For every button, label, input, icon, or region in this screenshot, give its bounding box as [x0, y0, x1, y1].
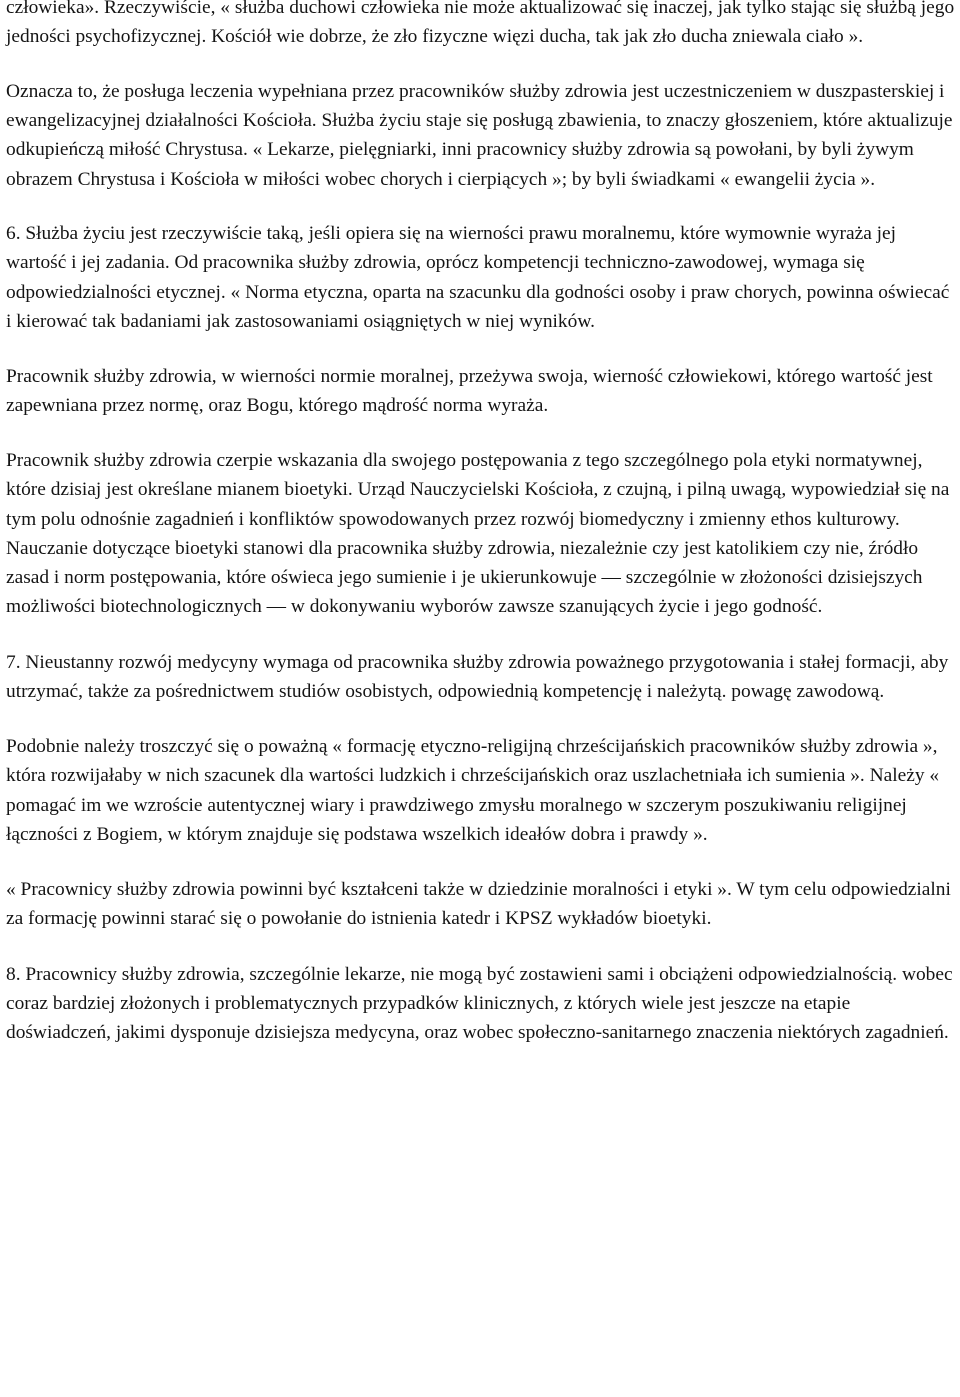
paragraph-intro-continuation: człowieka». Rzeczywiście, « służba duchowi człowieka nie może aktualizować się inaczej, jak tylko stając się służbą jego jedności psychofizycznej. Kościół wie dobrze, że zło fizyczne więzi ducha, tak jak zło ducha zniewala ciało ».	[6, 0, 955, 48]
paragraph-section-7: 7. Nieustanny rozwój medycyny wymaga od pracownika służby zdrowia poważnego przygotowania i stałej formacji, aby utrzymać, także za pośrednictwem studiów osobistych, odpowiednią kompetencję i należytą. powagę zawodową.	[6, 651, 949, 702]
paragraph-bioethics: Pracownik służby zdrowia czerpie wskazania dla swojego postępowania z tego szczególnego pola etyki normatywnej, które dzisiaj jest określane mianem bioetyki. Urząd Nauczycielski Kościoła, z czujną, i pilną uwagą, wypowiedział się na tym polu odnośnie zagadnień i konfliktów spowodowanych przez rozwój biomedyczny i zmienny ethos kulturowy. Nauczanie dotyczące bioetyki stanowi dla pracownika służby zdrowia, niezależnie czy jest katolikiem czy nie, źródło zasad i norm postępowania, które oświeca jego sumienie i je ukierunkowuje — szczególnie w złożoności dzisiejszych możliwości biotechnologicznych — w dokonywaniu wyborów zawsze szanujących życie i jego godność.	[6, 450, 950, 618]
paragraph-ethical-formation: Podobnie należy troszczyć się o poważną « formację etyczno-religijną chrześcijańskich pracowników służby zdrowia », która rozwijałaby w nich szacunek dla wartości ludzkich i chrześcijańskich oraz uszlachetniała ich sumienia ». Należy « pomagać im we wzroście autentycznej wiary i prawdziwego zmysłu moralnego w szczerym poszukiwaniu religijnej łączności z Bogiem, w którym znajduje się podstawa wszelkich ideałów dobra i prawdy ».	[6, 736, 940, 845]
paragraph-ethics-education: « Pracownicy służby zdrowia powinni być kształceni także w dziedzinie moralności i etyki ». W tym celu odpowiedzialni za formację powinni starać się o powołanie do istnienia katedr i KPSZ wykładów bioetyki.	[6, 879, 951, 930]
paragraph-healing-ministry: Oznacza to, że posługa leczenia wypełniana przez pracowników służby zdrowia jest uczestniczeniem w duszpasterskiej i ewangelizacyjnej działalności Kościoła. Służba życiu staje się posługą zbawienia, to znaczy głoszeniem, które aktualizuje odkupieńczą miłość Chrystusa. « Lekarze, pielęgniarki, inni pracownicy służby zdrowia są powołani, by byli żywym obrazem Chrystusa i Kościoła w miłości wobec chorych i cierpiących »; by byli świadkami « ewangelii życia ».	[6, 80, 953, 190]
document-page	[6, 0, 958, 1047]
paragraph-section-6: 6. Służba życiu jest rzeczywiście taką, jeśli opiera się na wierności prawu moralnemu, które wymownie wyraża jej wartość i jej zadania. Od pracownika służby zdrowia, oprócz kompetencji techniczno-zawodowej, wymaga się odpowiedzialności etycznej. « Norma etyczna, oparta na szacunku dla godności osoby i praw chorych, powinna oświecać i kierować tak badaniami jak zastosowaniami osiągniętych w niej wyników.	[6, 223, 950, 332]
paragraph-section-8: 8. Pracownicy służby zdrowia, szczególnie lekarze, nie mogą być zostawieni sami i obciążeni odpowiedzialnością. wobec coraz bardziej złożonych i problematycznych przypadków klinicznych, z których wiele jest jeszcze na etapie doświadczeń, jakimi dysponuje dzisiejsza medycyna, oraz wobec społeczno-sanitarnego znaczenia niektórych zagadnień.	[6, 963, 953, 1044]
paragraph-moral-norm: Pracownik służby zdrowia, w wierności normie moralnej, przeżywa swoja, wierność człowiekowi, którego wartość jest zapewniana przez normę, oraz Bogu, którego mądrość norma wyraża.	[6, 366, 933, 417]
